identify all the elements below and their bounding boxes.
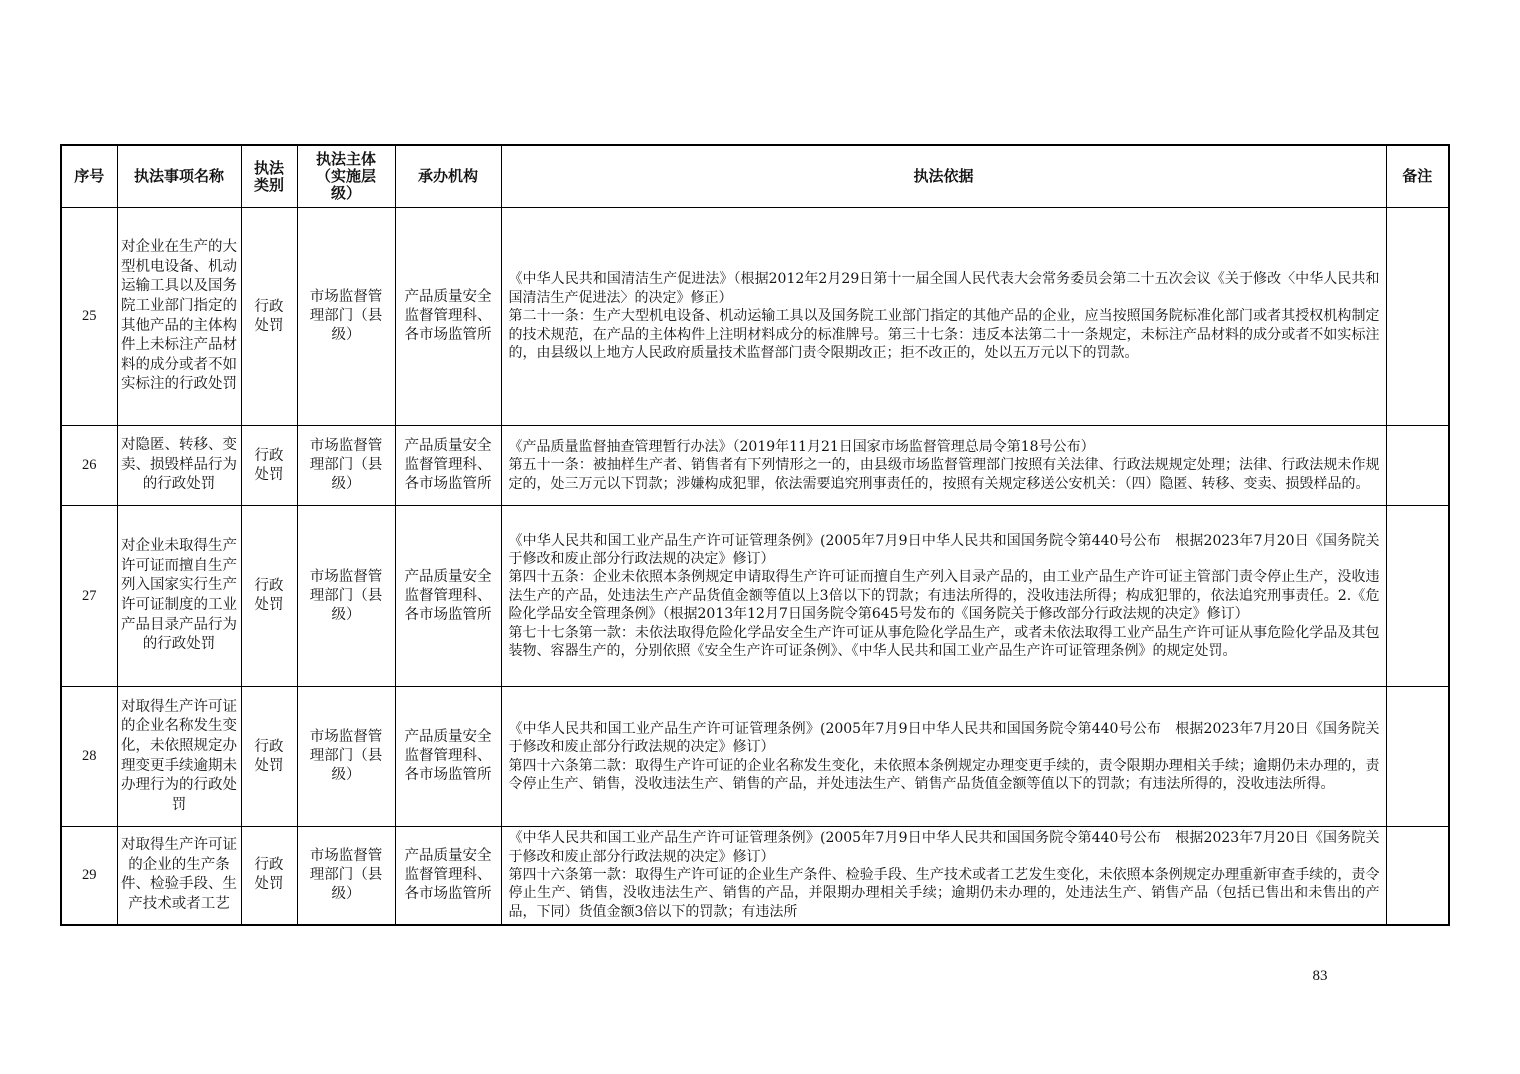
row-category: 行政处罚 (241, 687, 297, 827)
row-subject: 市场监督管理部门（县级） (297, 506, 395, 687)
row-subject: 市场监督管理部门（县级） (297, 827, 395, 925)
row-remark (1386, 426, 1449, 506)
basis-paragraph: 《中华人民共和国清洁生产促进法》（根据2012年2月29日第十一届全国人民代表大会常务委员会第二十五次会议《关于修改〈中华人民共和国清洁生产促进法〉的决定》修正） (508, 271, 1380, 306)
row-subject: 市场监督管理部门（县级） (297, 687, 395, 827)
row-category: 行政处罚 (241, 827, 297, 925)
basis-paragraph: 《中华人民共和国工业产品生产许可证管理条例》(2005年7月9日中华人民共和国国务院令第440号公布 根据2023年7月20日《国务院关于修改和废止部分行政法规的决定》修订） (508, 830, 1380, 865)
row-category: 行政处罚 (241, 426, 297, 506)
row-item-name: 对企业在生产的大型机电设备、机动运输工具以及国务院工业部门指定的其他产品的主体构件上未标注产品材料的成分或者不如实标注的行政处罚 (117, 208, 241, 426)
row-remark (1386, 208, 1449, 426)
header-agency: 承办机构 (395, 145, 501, 208)
table-row (61, 506, 1449, 687)
enforcement-items-table (60, 144, 1450, 926)
row-seq: 27 (61, 506, 117, 687)
table-header-row (61, 145, 1449, 208)
row-basis (501, 506, 1386, 687)
row-agency: 产品质量安全监督管理科、各市场监管所 (395, 208, 501, 426)
basis-paragraph: 第四十六条第二款：取得生产许可证的企业名称发生变化，未依照本条例规定办理变更手续的，责令限期办理相关手续；逾期仍未办理的，责令停止生产、销售，没收违法生产、销售的产品，并处违法生产、销售产品货值金额等值以下的罚款；有违法所得的，没收违法所得。 (508, 757, 1380, 792)
header-name: 执法事项名称 (117, 145, 241, 208)
page-number: 83 (1312, 968, 1328, 984)
row-item-name: 对企业未取得生产许可证而擅自生产列入国家实行生产许可证制度的工业产品目录产品行为的行政处罚 (117, 506, 241, 687)
row-remark (1386, 506, 1449, 687)
row-item-name: 对取得生产许可证的企业名称发生变化，未依照规定办理变更手续逾期未办理行为的行政处罚 (117, 687, 241, 827)
basis-paragraph: 第七十七条第一款：未依法取得危险化学品安全生产许可证从事危险化学品生产，或者未依法取得工业产品生产许可证从事危险化学品及其包装物、容器生产的，分别依照《安全生产许可证条例》、《中华人民共和国工业产品生产许可证管理条例》的规定处罚。 (508, 624, 1380, 660)
row-seq: 29 (61, 827, 117, 925)
basis-paragraph: 第四十五条：企业未依照本条例规定申请取得生产许可证而擅自生产列入目录产品的，由工业产品生产许可证主管部门责令停止生产，没收违法生产的产品，处违法生产产品货值金额等值以上3倍以下的罚款；有违法所得的，没收违法所得；构成犯罪的，依法追究刑事责任。2.《危险化学品安全管理条例》（根据2013年12月7日国务院令第645号发布的《国务院关于修改部分行政法规的决定》修订） (508, 569, 1380, 623)
table-row (61, 687, 1449, 827)
basis-paragraph: 第四十六条第一款：取得生产许可证的企业生产条件、检验手段、生产技术或者工艺发生变化，未依照本条例规定办理重新审查手续的，责令停止生产、销售，没收违法生产、销售的产品，并限期办理相关手续；逾期仍未办理的，处违法生产、销售产品（包括已售出和未售出的产品，下同）货值金额3倍以下的罚款；有违法所 (508, 867, 1380, 920)
basis-paragraph: 第二十一条：生产大型机电设备、机动运输工具以及国务院工业部门指定的其他产品的企业，应当按照国务院标准化部门或者其授权机构制定的技术规范，在产品的主体构件上注明材料成分的标准牌号。第三十七条：违反本法第二十一条规定，未标注产品材料的成分或者不如实标注的，由县级以上地方人民政府质量技术监督部门责令限期改正；拒不改正的，处以五万元以下的罚款。 (508, 308, 1380, 362)
row-subject: 市场监督管理部门（县级） (297, 208, 395, 426)
row-seq: 28 (61, 687, 117, 827)
row-basis (501, 208, 1386, 426)
row-agency: 产品质量安全监督管理科、各市场监管所 (395, 506, 501, 687)
header-seq: 序号 (61, 145, 117, 208)
row-remark (1386, 687, 1449, 827)
row-basis (501, 426, 1386, 506)
table-row (61, 426, 1449, 506)
header-remark: 备注 (1386, 145, 1449, 208)
table-row (61, 827, 1449, 925)
header-category: 执法类别 (241, 145, 297, 208)
row-seq: 25 (61, 208, 117, 426)
basis-paragraph: 第五十一条：被抽样生产者、销售者有下列情形之一的，由县级市场监督管理部门按照有关法律、行政法规规定处理；法律、行政法规未作规定的，处三万元以下罚款；涉嫌构成犯罪，依法需要追究刑事责任的，按照有关规定移送公安机关：（四）隐匿、转移、变卖、损毁样品的。 (508, 457, 1380, 492)
row-item-name: 对隐匿、转移、变卖、损毁样品行为的行政处罚 (117, 426, 241, 506)
basis-paragraph: 《中华人民共和国工业产品生产许可证管理条例》(2005年7月9日中华人民共和国国务院令第440号公布 根据2023年7月20日《国务院关于修改和废止部分行政法规的决定》修订） (508, 532, 1380, 567)
row-agency: 产品质量安全监督管理科、各市场监管所 (395, 426, 501, 506)
row-agency: 产品质量安全监督管理科、各市场监管所 (395, 687, 501, 827)
row-category: 行政处罚 (241, 208, 297, 426)
table-row (61, 208, 1449, 426)
row-seq: 26 (61, 426, 117, 506)
basis-paragraph: 《中华人民共和国工业产品生产许可证管理条例》(2005年7月9日中华人民共和国国务院令第440号公布 根据2023年7月20日《国务院关于修改和废止部分行政法规的决定》修订） (508, 720, 1380, 756)
header-subject: 执法主体（实施层级） (297, 145, 395, 208)
row-category: 行政处罚 (241, 506, 297, 687)
row-remark (1386, 827, 1449, 925)
row-agency: 产品质量安全监督管理科、各市场监管所 (395, 827, 501, 925)
row-item-name: 对取得生产许可证的企业的生产条件、检验手段、生产技术或者工艺 (117, 827, 241, 925)
header-basis: 执法依据 (501, 145, 1386, 208)
row-basis (501, 687, 1386, 827)
row-subject: 市场监督管理部门（县级） (297, 426, 395, 506)
basis-paragraph: 《产品质量监督抽查管理暂行办法》（2019年11月21日国家市场监督管理总局令第18号公布） (508, 438, 1095, 455)
row-basis (501, 827, 1386, 925)
